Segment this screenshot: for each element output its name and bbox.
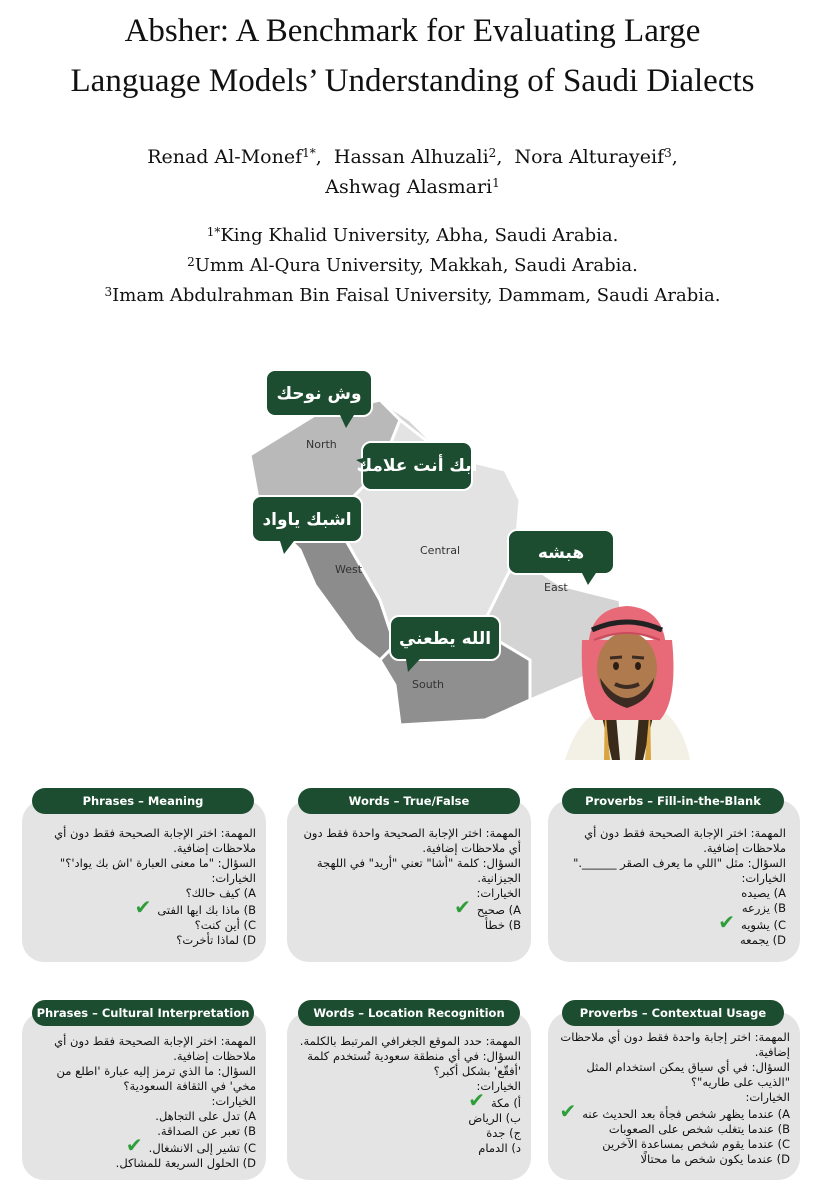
option: A) كيف حالك؟: [185, 886, 256, 900]
option: A) يصيده: [741, 886, 786, 900]
option: ج) جدة: [486, 1126, 521, 1140]
title-line-2: Language Models’ Understanding of Saudi Dialects: [70, 63, 755, 99]
option-correct: A) صحيح✔: [454, 895, 521, 919]
option: D) عندما يكون شخص ما محتالًا: [640, 1152, 790, 1166]
author-name: Ashwag Alasmari: [325, 176, 493, 198]
card-title: Phrases – Cultural Interpretation: [32, 1000, 254, 1026]
affiliation-list: [0, 221, 825, 311]
affiliation: $^3$Imam Abdulrahman Bin Faisal University, Dammam, Saudi Arabia.: [104, 285, 721, 306]
option-correct: A) عندما يظهر شخص فجأة بعد الحديث عنه✔: [559, 1099, 790, 1123]
option: B) يزرعه: [741, 901, 786, 915]
svg-text:الله يطعني: الله يطعني: [398, 629, 492, 649]
card-title: Words – Location Recognition: [298, 1000, 520, 1026]
bubble-central: [356, 442, 477, 490]
affiliation: $^{1*}$King Khalid University, Abha, Saudi Arabia.: [206, 225, 619, 246]
author-name: Nora Alturayeif: [514, 146, 665, 168]
card-body: المهمة: اختر الإجابة الصحيحة فقط دون أي ملاحظات إضافية. السؤال: "ما معنى العبارة 'اش بك يواد'؟" الخيارات: A) كيف حالك؟ B) ماذا بك ايها الفتى✔ C) أين كنت؟ D) لماذا تأخرت؟: [34, 826, 256, 948]
card-body: المهمة: اختر إجابة واحدة فقط دون أي ملاحظات إضافية. السؤال: في أي سياق يمكن استخدام المثل "الذيب على طاريه"؟ الخيارات: A) عندما يظهر شخص فجأة بعد الحديث عنه✔ B) عندما يتغلب شخص على الصعوبات C) عندما يقوم شخص بمساعدة الآخرين D) عندما يكون شخص ما محتالًا: [556, 1030, 790, 1167]
option: د) الدمام: [478, 1141, 521, 1155]
checkmark-icon: ✔: [454, 895, 471, 919]
saudi-dialect-map: [230, 360, 700, 760]
card-body: المهمة: اختر الإجابة الصحيحة واحدة فقط دون أي ملاحظات إضافية. السؤال: كلمة "أشا" تعني "أريد" في اللهجة الجيزانية. الخيارات: A) صحيح✔ B) خطأ: [297, 826, 521, 933]
card-title: Proverbs – Contextual Usage: [562, 1000, 784, 1026]
region-label-central: Central: [420, 544, 461, 557]
region-label-east: East: [544, 581, 568, 594]
option-correct: C) يشويه✔: [718, 910, 786, 934]
region-label-west: West: [335, 563, 363, 576]
card-title: Words – True/False: [298, 788, 520, 814]
card-title: Phrases – Meaning: [32, 788, 254, 814]
paper-title: [0, 6, 825, 106]
checkmark-icon: ✔: [125, 1133, 143, 1157]
card-title: Proverbs – Fill-in-the-Blank: [562, 788, 784, 814]
checkmark-icon: ✔: [468, 1088, 485, 1112]
svg-text:هبشه: هبشه: [537, 543, 585, 563]
region-label-north: North: [306, 438, 337, 451]
option: A) تدل على التجاهل.: [155, 1109, 256, 1123]
author-list: Renad Al-Monef$^{1*}$, Hassan Alhuzali$^2$, Nora Alturayeif$^3$, Ashwag Alasmari$^1$: [147, 146, 678, 198]
option-correct: أ) مكة✔: [468, 1088, 521, 1112]
affiliation: $^2$Umm Al-Qura University, Makkah, Saudi Arabia.: [187, 255, 638, 276]
card-body: المهمة: اختر الإجابة الصحيحة فقط دون أي ملاحظات إضافية. السؤال: ما الذي ترمز إليه عبارة 'اطلع من مخي' في الثقافة السعودية؟ الخيارات: A) تدل على التجاهل. B) تعبر عن الصداقة. C) تشير إلى الانشغال.✔ D) الحلول السريعة للمشاكل.: [34, 1034, 256, 1171]
option: B) تعبر عن الصداقة.: [157, 1124, 256, 1138]
checkmark-icon: ✔: [718, 910, 736, 934]
checkmark-icon: ✔: [134, 895, 152, 919]
option: B) خطأ: [484, 918, 521, 932]
region-label-south: South: [412, 678, 444, 691]
option: D) لماذا تأخرت؟: [176, 933, 256, 947]
author-name: Hassan Alhuzali: [333, 146, 489, 168]
svg-text:أبك أنت علامك: أبك أنت علامك: [356, 456, 478, 476]
option: D) الحلول السريعة للمشاكل.: [115, 1156, 256, 1170]
option: C) أين كنت؟: [194, 918, 256, 932]
svg-text:اشبك ياواد: اشبك ياواد: [262, 510, 352, 530]
author-name: Renad Al-Monef: [147, 146, 303, 168]
option-correct: B) ماذا بك ايها الفتى✔: [134, 895, 256, 919]
option: ب) الرياض: [468, 1111, 521, 1125]
option-correct: C) تشير إلى الانشغال.✔: [125, 1133, 256, 1157]
title-line-1: Absher: A Benchmark for Evaluating Large: [124, 13, 701, 49]
option: B) عندما يتغلب شخص على الصعوبات: [608, 1122, 790, 1136]
checkmark-icon: ✔: [559, 1099, 577, 1123]
card-body: المهمة: اختر الإجابة الصحيحة فقط دون أي ملاحظات إضافية. السؤال: مثل "اللي ما يعرف الصقر ______." الخيارات: A) يصيده B) يزرعه C) يشويه✔ D) يجمعه: [560, 826, 786, 948]
option: C) عندما يقوم شخص بمساعدة الآخرين: [602, 1137, 790, 1151]
svg-text:وش نوحك: وش نوحك: [276, 384, 362, 404]
option: D) يجمعه: [740, 933, 786, 947]
card-body: المهمة: حدد الموقع الجغرافي المرتبط بالكلمة. السؤال: في أي منطقة سعودية تُستخدم كلمة 'أفقّع' بشكل أكبر؟ الخيارات: أ) مكة✔ ب) الرياض ج) جدة د) الدمام: [297, 1034, 521, 1156]
